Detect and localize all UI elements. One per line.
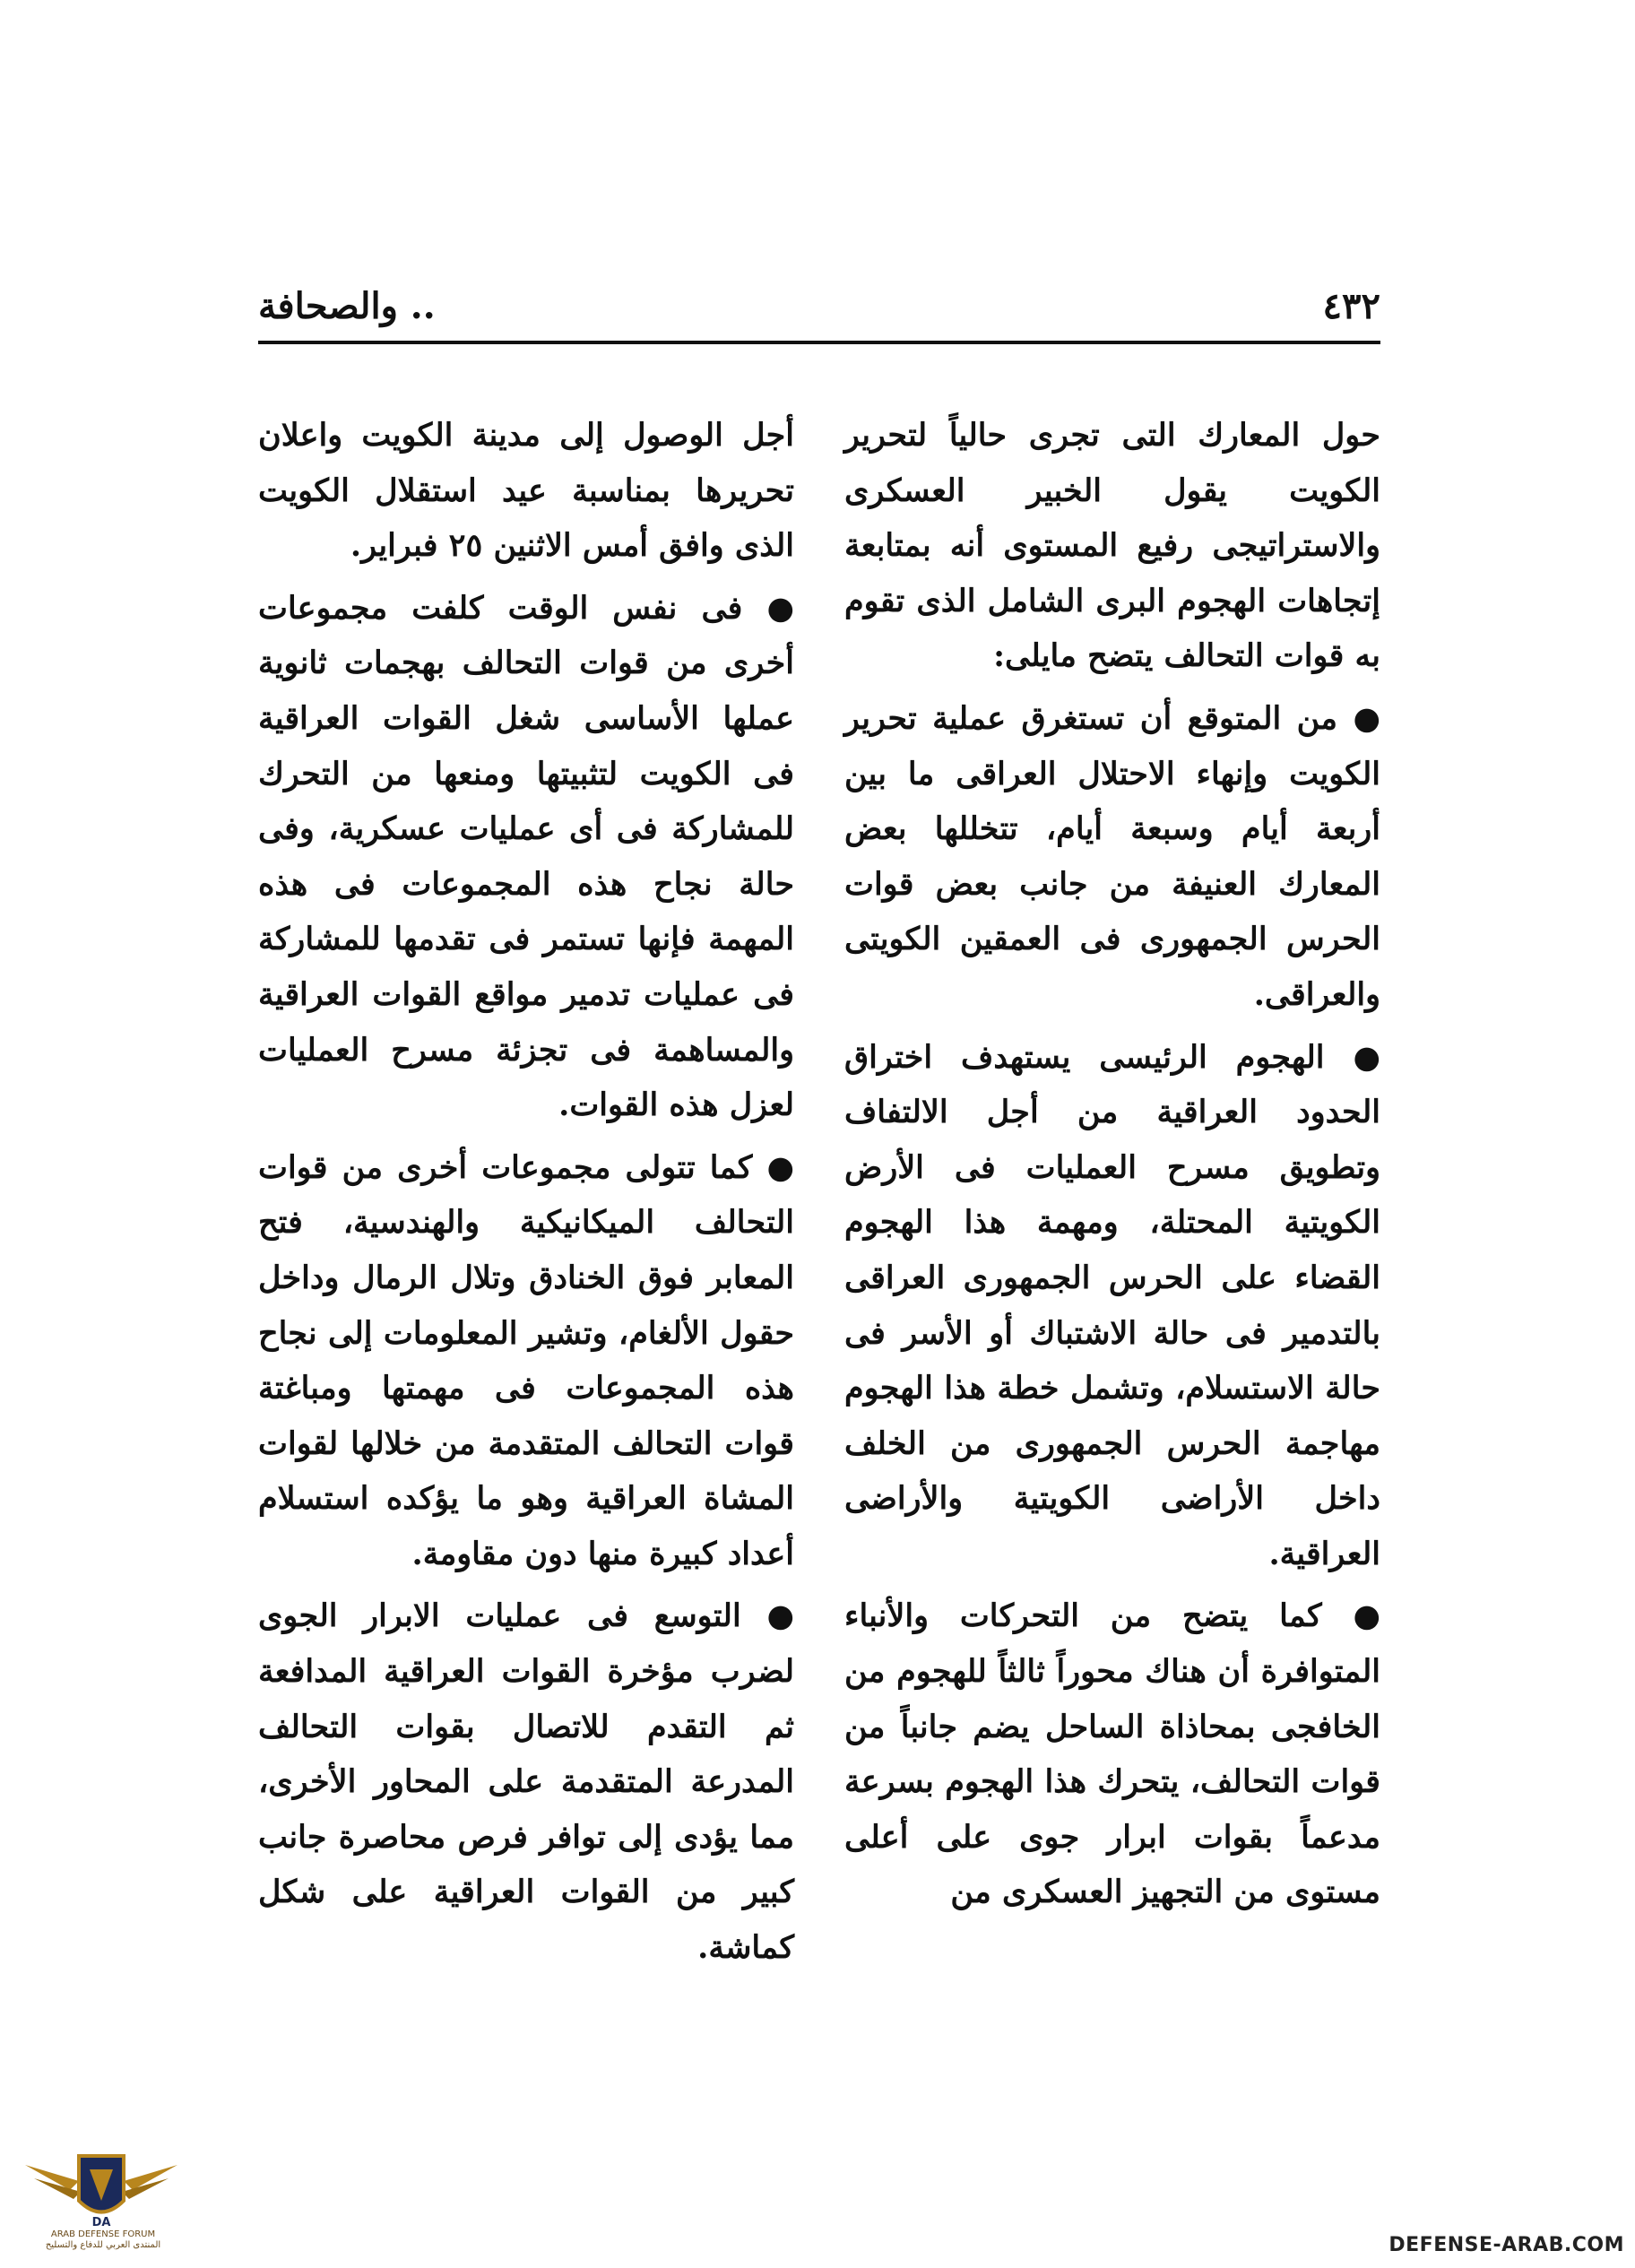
paragraph: أجل الوصول إلى مدينة الكويت واعلان تحريرها بمناسبة عيد استقلال الكويت الذى وافق أمس الاثنين ٢٥ فبراير. bbox=[258, 417, 794, 565]
header-rule bbox=[258, 341, 1380, 344]
paragraph: ● فى نفس الوقت كلفت مجموعات أخرى من قوات التحالف بهجمات ثانوية عملها الأساسى شغل القوات العراقية فى الكويت لتثبيتها ومنعها من التحرك للمشاركة فى أى عمليات عسكرية، وفى حالة نجاح هذه المجموعات فى هذه المهمة فإنها تستمر فى تقدمها للمشاركة فى عمليات تدمير مواقع القوات العراقية والمساهمة فى تجزئة مسرح العمليات لعزل هذه القوات. bbox=[258, 589, 794, 1124]
paragraph: ● التوسع فى عمليات الابرار الجوى لضرب مؤخرة القوات العراقية المدافعة ثم التقدم للاتصال بقوات التحالف المدرعة المتقدمة على المحاور الأخرى، مما يؤدى إلى توافر فرص محاصرة جانب كبير من القوات العراقية على شكل كماشة. bbox=[258, 1597, 794, 1967]
text-column-left bbox=[258, 408, 794, 2057]
page-header bbox=[258, 285, 1380, 337]
logo-caption bbox=[27, 2229, 179, 2251]
paragraph: حول المعارك التى تجرى حالياً لتحرير الكويت يقول الخبير العسكرى والاستراتيجى رفيع المستوى أنه بمتابعة إتجاهات الهجوم البرى الشامل الذى تقوم به قوات التحالف يتضح مايلى: bbox=[844, 417, 1380, 675]
paragraph: ● كما يتضح من التحركات والأنباء المتوافرة أن هناك محوراً ثالثاً للهجوم من الخافجى بمحاذاة الساحل يضم جانباً من قوات التحالف، يتحرك هذا الهجوم بسرعة مدعماً بقوات ابرار جوى على أعلى مستوى من التجهيز العسكرى من bbox=[844, 1597, 1380, 1911]
text-column-right bbox=[844, 408, 1380, 2057]
svg-text:DA: DA bbox=[91, 2216, 111, 2229]
logo-caption-bottom: المنتدى العربي للدفاع والتسليح bbox=[45, 2240, 161, 2250]
paragraph: ● كما تتولى مجموعات أخرى من قوات التحالف الميكانيكية والهندسية، فتح المعابر فوق الخنادق وتلال الرمال وداخل حقول الألغام، وتشير المعلومات إلى نجاح هذه المجموعات فى مهمتها ومباغتة قوات التحالف المتقدمة من خلالها لقوات المشاة العراقية وهو ما يؤكده استسلام أعداد كبيرة منها دون مقاومة. bbox=[258, 1148, 794, 1572]
page-number: ٤٣٢ bbox=[1322, 285, 1380, 327]
running-title: .. والصحافة bbox=[258, 285, 436, 327]
logo-caption-top: ARAB DEFENSE FORUM bbox=[50, 2229, 156, 2239]
watermark-site: DEFENSE-ARAB.COM bbox=[1388, 2234, 1624, 2256]
paragraph: ● الهجوم الرئيسى يستهدف اختراق الحدود العراقية من أجل الالتفاف وتطويق مسرح العمليات فى الأرض الكويتية المحتلة، ومهمة هذا الهجوم القضاء على الحرس الجمهورى العراقى بالتدمير فى حالة الاشتباك أو الأسر فى حالة الاستسلام، وتشمل خطة هذا الهجوم مهاجمة الحرس الجمهورى من الخلف داخل الأراضى الكويتية والأراضى العراقية. bbox=[844, 1038, 1380, 1572]
paragraph: ● من المتوقع أن تستغرق عملية تحرير الكويت وإنهاء الاحتلال العراقى ما بين أربعة أيام وسبعة أيام، تتخللها بعض المعارك العنيفة من جانب بعض قوات الحرس الجمهورى فى العمقين الكويتى والعراقى. bbox=[844, 699, 1380, 1013]
